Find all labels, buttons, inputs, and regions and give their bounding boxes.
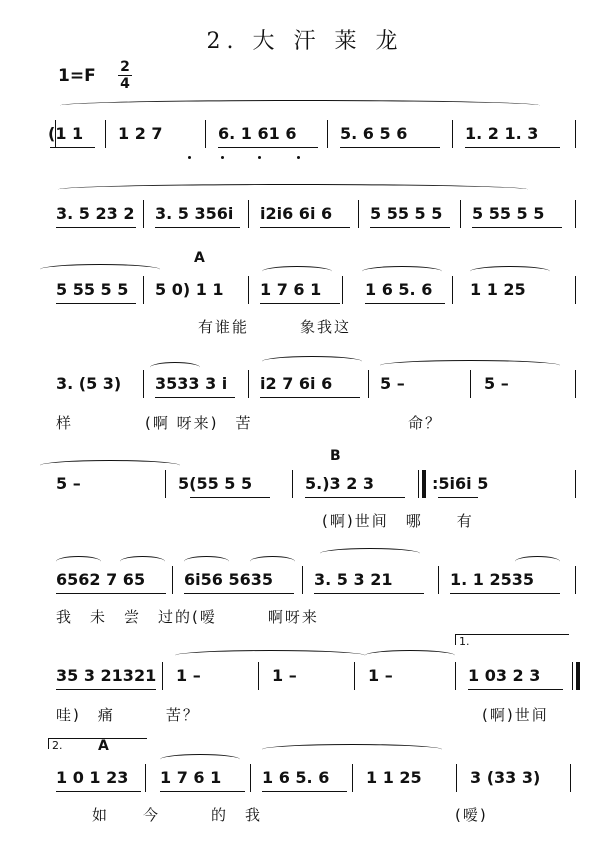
lyrics-line: (啊)世间	[482, 706, 549, 724]
measure: 3533 3 i	[155, 374, 228, 393]
lyrics-line: 哇) 痛 苦？	[56, 706, 200, 724]
measure: 6562 7 65	[56, 570, 146, 589]
measure: i2 7 6i 6	[260, 374, 333, 393]
time-signature	[118, 60, 132, 91]
measure: 5.)3 2 3	[305, 474, 375, 493]
measure: 5 –	[484, 374, 509, 393]
measure: 1 7 6 1	[260, 280, 322, 299]
measure: 1 03 2 3	[468, 666, 541, 685]
measure: i2i6 6i 6	[260, 204, 333, 223]
measure: 3. 5 356i	[155, 204, 234, 223]
key-signature: 1=F	[58, 66, 96, 86]
lyrics-line: (啊 呀来) 苦	[145, 414, 253, 432]
measure: 5 0) 1 1	[155, 280, 224, 299]
measure: 6i56 5635	[184, 570, 273, 589]
measure: 5 55 5 5	[56, 280, 129, 299]
measure: 1 0 1 23	[56, 768, 129, 787]
measure: 35 3 21321	[56, 666, 157, 685]
measure: 1 1 25	[366, 768, 422, 787]
measure: (1 1	[48, 124, 84, 143]
measure: 1 2 7	[118, 124, 163, 143]
meter-top: 2	[120, 59, 130, 75]
measure: 6. 1 61 6	[218, 124, 297, 143]
measure: 1 6 5. 6	[262, 768, 330, 787]
rehearsal-mark-a: A	[194, 250, 205, 266]
measure: 1 1 25	[470, 280, 526, 299]
song-title: 2. 大 汗 莱 龙	[206, 29, 404, 54]
lyrics-line: 如 今 的 我	[92, 806, 263, 824]
measure: 5. 6 5 6	[340, 124, 408, 143]
measure: :5i6i 5	[432, 474, 489, 493]
measure: 3 (33 3)	[470, 768, 541, 787]
lyrics-line: 我 未 尝 过的(嗳 啊呀来	[56, 608, 319, 626]
meter-bottom: 4	[120, 76, 130, 92]
measure: 1. 1 2535	[450, 570, 535, 589]
measure: 1 6 5. 6	[365, 280, 433, 299]
measure: 5 –	[56, 474, 81, 493]
measure: 5 –	[380, 374, 405, 393]
lyrics-line: 命？	[408, 414, 443, 432]
measure: 3. 5 3 21	[314, 570, 393, 589]
rehearsal-mark-a: A	[98, 738, 109, 754]
measure: 3. (5 3)	[56, 374, 122, 393]
measure: 1 7 6 1	[160, 768, 222, 787]
measure: 3. 5 23 2	[56, 204, 135, 223]
lyrics-line: (嗳)	[455, 806, 488, 824]
measure: 1 –	[272, 666, 297, 685]
measure: 5(55 5 5	[178, 474, 253, 493]
measure: 1 –	[368, 666, 393, 685]
lyrics-line: 有谁能 象我这	[198, 318, 352, 336]
volta-1: 1.	[455, 634, 569, 645]
measure: 5 55 5 5	[472, 204, 545, 223]
rehearsal-mark-b: B	[330, 448, 341, 464]
measure: 1. 2 1. 3	[465, 124, 539, 143]
measure: 5 55 5 5	[370, 204, 443, 223]
measure: 1 –	[176, 666, 201, 685]
lyrics-line: 样	[56, 414, 74, 432]
volta-2: 2.	[48, 738, 147, 749]
lyrics-line: (啊)世间 哪 有	[322, 512, 474, 530]
